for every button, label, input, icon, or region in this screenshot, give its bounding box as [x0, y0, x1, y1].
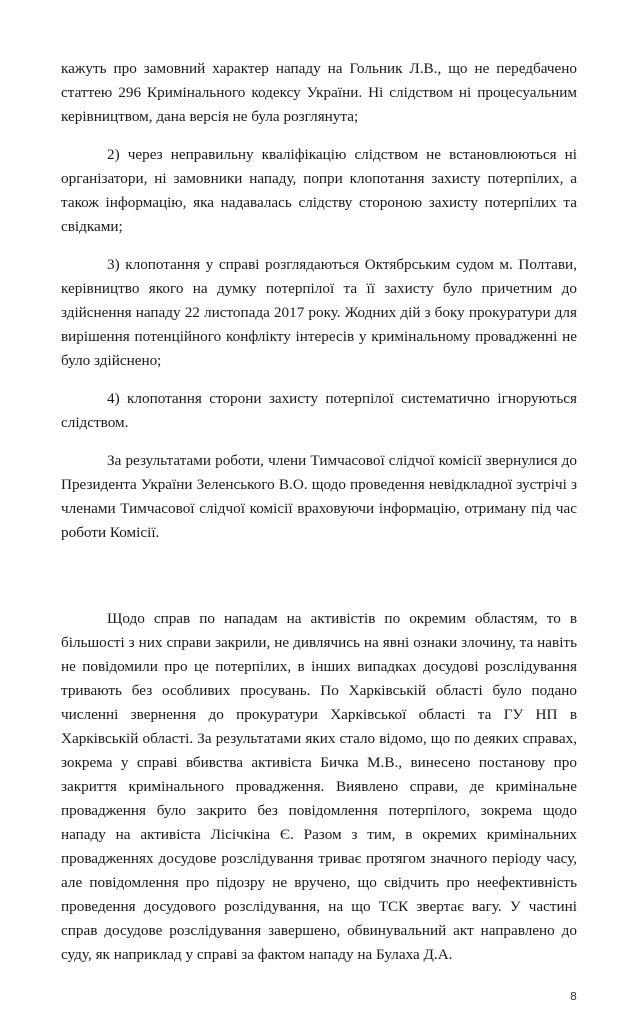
paragraph-spacer: [61, 435, 577, 449]
paragraph-commission-results: За результатами роботи, члени Тимчасової слідчої комісії звернулися до Президента України Зеленського В.О. щодо проведення невідкладної зустрічі з членами Тимчасової слідчої комісії враховуючи інформацію, отриману під час роботи Комісії.: [61, 452, 577, 541]
section-spacer: [61, 545, 577, 607]
paragraph-item-3: 3) клопотання у справі розглядаються Октябрським судом м. Полтави, керівництво якого на думку потерпілої та її захисту було причетним до здійснення нападу 22 листопада 2017 року. Жодних дій з боку прокуратури для вирішення потенційного конфлікту інтересів у кримінальному провадженні не було здійснено;: [61, 256, 577, 369]
paragraph-spacer: [61, 129, 577, 143]
page-footer: [0, 967, 577, 1025]
paragraph-continuation: кажуть про замовний характер нападу на Гольник Л.В., що не передбачено статтею 296 Кримінального кодексу України. Ні слідством ні процесуальним керівництвом, дана версія не була розглянута;: [61, 60, 577, 125]
paragraph-regional-cases: Щодо справ по нападам на активістів по окремим областям, то в більшості з них справи закрили, не дивлячись на явні ознаки злочину, та навіть не повідомили про це потерпілих, в інших випадках досудові розслідування тривають без особливих просувань. По Харківській області було подано численні звернення до прокуратури Харківської області та ГУ НП в Харківській області. За результатами яких стало відомо, що по деяких справах, зокрема у справі вбивства активіста Бичка М.В., винесено постанову про закриття кримінального провадження. Виявлено справи, де кримінальне провадження було закрито без повідомлення потерпілого, зокрема щодо нападу на активіста Лісічкіна Є. Разом з тим, в окремих кримінальних провадженнях досудове розслідування триває протягом значного періоду часу, але повідомлення про підозру не вручено, що свідчить про неефективність проведення досудового розслідування, на що ТСК звертає вагу. У частині справ досудове розслідування завершено, обвинувальний акт направлено до суду, як наприклад у справі за фактом нападу на Булаха Д.А.: [61, 610, 577, 963]
paragraph-spacer: [61, 239, 577, 253]
paragraph-item-4: 4) клопотання сторони захисту потерпілої систематично ігноруються слідством.: [61, 390, 577, 431]
document-page: [61, 0, 577, 967]
paragraph-item-2: 2) через неправильну кваліфікацію слідством не встановлюються ні організатори, ні замовники нападу, попри клопотання захисту потерпілих, а також інформацію, яка надавалась слідству стороною захисту потерпілих та свідками;: [61, 146, 577, 235]
page-number: 8: [570, 990, 577, 1003]
paragraph-spacer: [61, 373, 577, 387]
